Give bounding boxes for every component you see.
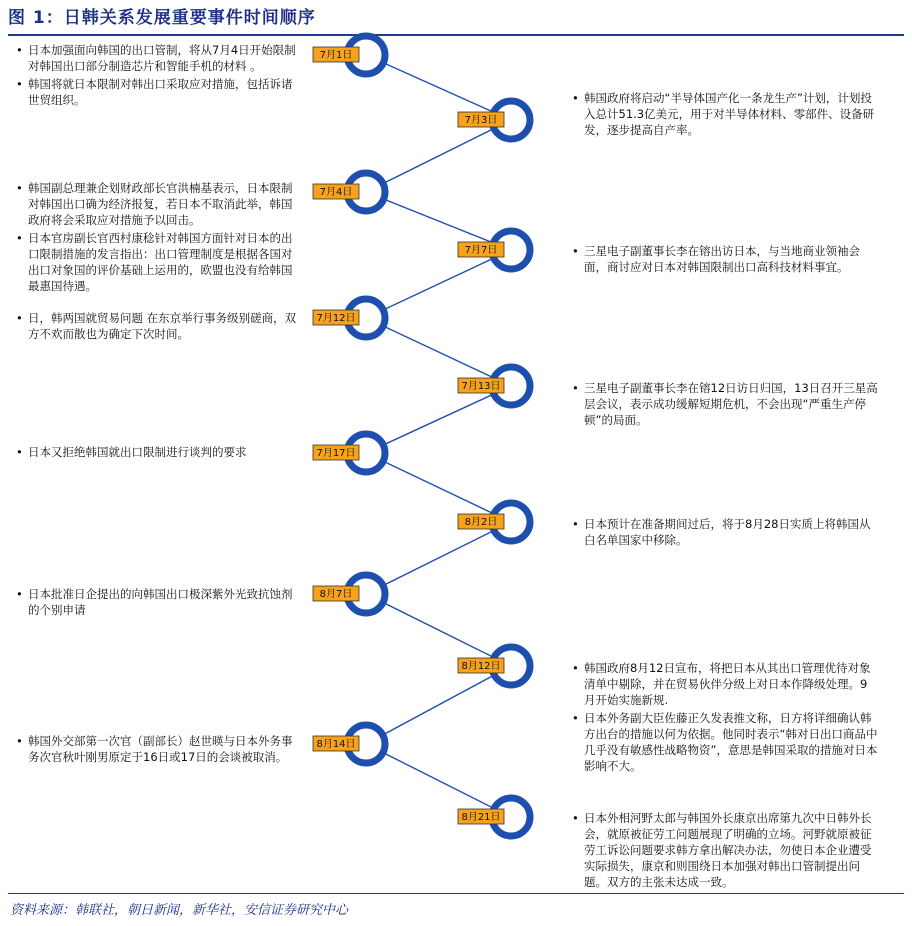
timeline-node	[313, 299, 385, 337]
event-entry	[572, 516, 878, 550]
timeline-node	[313, 434, 385, 472]
timeline-connector	[366, 55, 511, 120]
timeline-node	[458, 798, 530, 836]
event-entry	[572, 243, 878, 277]
date-label: 7月3日	[464, 115, 498, 126]
event-bullet: • 日，韩两国就贸易问题 在东京举行事务级别磋商，双方不欢而散也为确定下次时间。	[16, 310, 300, 342]
timeline-node	[458, 503, 530, 541]
event-bullet: • 日本预计在准备期间过后，将于8月28日实质上将韩国从白名单国家中移除。	[572, 516, 878, 548]
event-entry	[572, 660, 878, 776]
figure-title: 图 1：日韩关系发展重要事件时间顺序	[8, 8, 316, 28]
footer-divider	[8, 893, 904, 894]
event-bullet: • 三星电子副董事长李在镕12日访日归国，13日召开三星高层会议，表示成功缓解短期危机，不会出现“严重生产停顿”的局面。	[572, 380, 878, 428]
date-label: 7月1日	[319, 50, 353, 61]
event-bullet: • 日本官房副长官西村康稔针对韩国方面针对日本的出口限制措施的发言指出：出口管理制度是根据各国对出口对象国的评价基础上运用的，欧盟也没有给韩国最惠国待遇。	[16, 230, 300, 294]
timeline-node	[313, 173, 385, 211]
timeline-node	[313, 725, 385, 763]
event-bullet: • 日本外务副大臣佐藤正久发表推文称，日方将详细确认韩方出台的措施以何为依据。他同时表示“韩对日出口商品中几乎没有敏感性战略物资”，意思是韩国采取的措施对日本影响不大。	[572, 710, 878, 774]
event-entry	[16, 310, 300, 344]
timeline-connector	[366, 594, 511, 666]
source-note: 资料来源：韩联社，朝日新闻，新华社，安信证券研究中心	[10, 903, 349, 918]
event-entry	[16, 733, 300, 767]
timeline-connector	[366, 453, 511, 522]
timeline-connector	[366, 318, 511, 386]
date-label: 7月17日	[316, 448, 356, 459]
date-label: 8月2日	[464, 517, 498, 528]
timeline-node	[313, 36, 385, 74]
event-bullet: • 韩国政府将启动“半导体国产化一条龙生产”计划，计划投入总计51.3亿美元，用于对半导体材料、零部件、设备研发，逐步提高自产率。	[572, 90, 878, 138]
date-label: 7月13日	[461, 381, 501, 392]
event-bullet: • 日本又拒绝韩国就出口限制进行谈判的要求	[16, 444, 300, 460]
date-label: 8月12日	[461, 661, 501, 672]
timeline-node	[458, 231, 530, 269]
event-entry	[16, 586, 300, 620]
event-entry	[16, 180, 300, 296]
event-entry	[572, 90, 878, 140]
timeline-connector	[366, 250, 511, 318]
event-bullet: • 韩国将就日本限制对韩出口采取应对措施，包括诉诸世贸组织。	[16, 76, 300, 108]
event-entry	[16, 444, 300, 462]
timeline-node	[458, 367, 530, 405]
timeline-connector	[366, 192, 511, 250]
event-entry	[16, 42, 300, 110]
date-label: 8月21日	[461, 812, 501, 823]
date-label: 7月12日	[316, 313, 356, 324]
date-label: 7月4日	[319, 187, 353, 198]
timeline-node	[458, 647, 530, 685]
timeline-connector	[366, 666, 511, 744]
timeline-connector	[366, 744, 511, 817]
event-bullet: • 三星电子副董事长李在镕出访日本，与当地商业领袖会面，商讨应对日本对韩国限制出口高科技材料事宜。	[572, 243, 878, 275]
event-bullet: • 韩国外交部第一次官（副部长）赵世暎与日本外务事务次官秋叶刚男原定于16日或17日的会谈被取消。	[16, 733, 300, 765]
date-label: 8月7日	[319, 589, 353, 600]
event-bullet: • 韩国副总理兼企划财政部长官洪楠基表示，日本限制对韩国出口确为经济报复，若日本不取消此举，韩国政府将会采取应对措施予以回击。	[16, 180, 300, 228]
date-label: 7月7日	[464, 245, 498, 256]
event-bullet: • 韩国政府8月12日宣布，将把日本从其出口管理优待对象清单中剔除，并在贸易伙伴分级上对日本作降级处理。9月开始实施新规.	[572, 660, 878, 708]
event-bullet: • 日本批准日企提出的向韩国出口极深紫外光致抗蚀剂的个别申请	[16, 586, 300, 618]
event-entry	[572, 380, 878, 430]
timeline-connector	[366, 386, 511, 453]
event-entry	[572, 810, 878, 892]
date-label: 8月14日	[316, 739, 356, 750]
timeline-node	[458, 101, 530, 139]
event-bullet: • 日本加强面向韩国的出口管制，将从7月4日开始限制对韩国出口部分制造芯片和智能手机的材料 。	[16, 42, 300, 74]
timeline-connector	[366, 522, 511, 594]
timeline-node	[313, 575, 385, 613]
timeline-connector	[366, 120, 511, 192]
event-bullet: • 日本外相河野太郎与韩国外长康京出席第九次中日韩外长会，就原被征劳工问题展现了明确的立场。河野就原被征劳工诉讼问题要求韩方拿出解决办法，勿使日本企业遭受实际损失，康京和则围绕日本加强对韩出口管制提出问题。双方的主张未达成一致。	[572, 810, 878, 890]
